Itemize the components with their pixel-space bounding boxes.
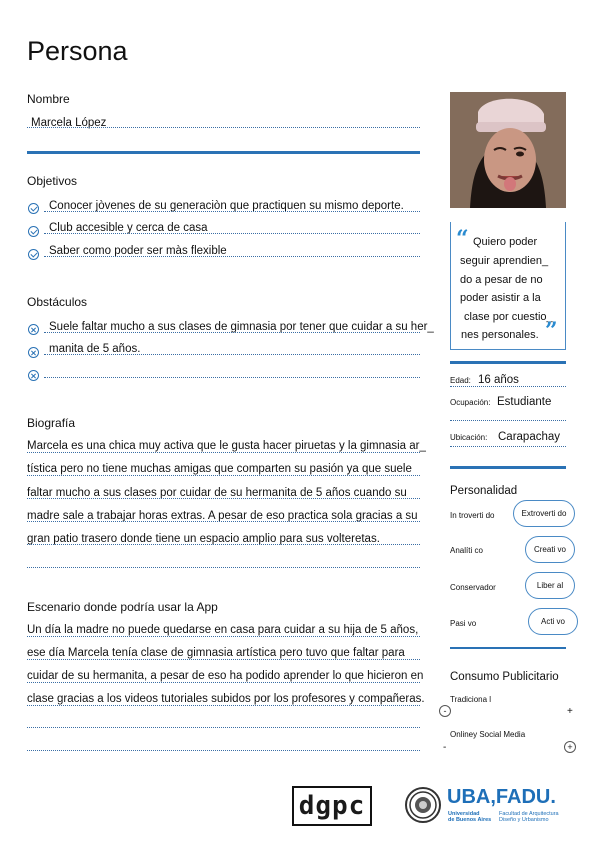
check-icon (28, 226, 39, 237)
uba-seal-icon (405, 787, 441, 823)
ubicacion-value: Carapachay (498, 431, 561, 443)
personalidad-left: In troverti do (450, 511, 495, 520)
dgpc-logo (292, 786, 372, 826)
quote-line: clase por cuestio_ (464, 311, 553, 323)
nombre-label: Nombre (27, 92, 70, 106)
x-icon (28, 370, 39, 381)
biografia-line: Marcela es una chica muy activa que le gusta hacer piruetas y la gimnasia ar_ (27, 440, 426, 452)
persona-photo (450, 92, 566, 208)
dgpc-text: dgpc (298, 791, 366, 821)
online-label: Onliney Social Media (450, 730, 526, 739)
biografia-line: madre sale a trabajar horas extras. A pesar de eso practica sola gracias a su (27, 510, 418, 522)
escenario-label: Escenario donde podría usar la App (27, 600, 218, 614)
minus-button[interactable]: - (439, 705, 451, 717)
fadu-sub (499, 811, 559, 823)
objetivo-item: Club accesible y cerca de casa (49, 222, 208, 234)
quote-line: nes personales. (461, 329, 539, 341)
obstaculo-line: Suele faltar mucho a sus clases de gimnasia por tener que cuidar a su her_ (49, 321, 434, 333)
quote-close-icon: ” (545, 318, 558, 344)
quote-line: poder asistir a la (460, 292, 541, 304)
plus-label: + (567, 706, 573, 717)
quote-box (450, 222, 566, 350)
escenario-line: clase gracias a los videos tutoriales subidos por los profesores y compañeras. (27, 693, 425, 705)
biografia-label: Biografía (27, 416, 76, 430)
ubicacion-label: Ubicación: (450, 433, 488, 442)
escenario-line: ese día Marcela tenía clase de gimnasia artística pero tuvo que faltar para (27, 647, 405, 659)
edad-value: 16 años (478, 374, 519, 386)
quote-line: seguir aprendien_ (460, 255, 549, 267)
objetivos-label: Objetivos (27, 174, 78, 188)
obstaculo-line: manita de 5 años. (49, 343, 141, 355)
obstaculos-label: Obstáculos (27, 295, 88, 309)
fadu-sub-line: Facultad de Arquitectura (499, 811, 559, 817)
x-icon (28, 347, 39, 358)
quote-open-icon: “ (456, 226, 469, 252)
quote-line: Quiero poder (473, 236, 538, 248)
biografia-line: gran patio trasero donde tiene un espacio amplio para sus volteretas. (27, 533, 380, 545)
personalidad-left: Analíti co (450, 546, 483, 555)
consumo-label: Consumo Publicitario (450, 671, 559, 683)
personalidad-option[interactable]: Creati vo (525, 536, 575, 563)
tradicional-label: Tradiciona l (450, 695, 492, 704)
biografia-line: faltar mucho a sus clases por cuidar de su hermanita de 5 años cuando su (27, 487, 407, 499)
page-title: Persona (27, 36, 128, 66)
personalidad-option[interactable]: Acti vo (528, 608, 578, 635)
escenario-line: Un día la madre no puede quedarse en casa para cuidar a su hija de 5 años, (27, 624, 419, 636)
escenario-line: cuidar de su hermanita, a pesar de eso ha podido aprender lo que hicieron en (27, 670, 424, 682)
uba-sub-line: de Buenos Aires (448, 817, 492, 823)
x-icon (28, 324, 39, 335)
biografia-line: tística pero no tiene muchas amigas que comparten su pasión ya que suele (27, 463, 412, 475)
edad-label: Edad: (450, 376, 471, 385)
uba-fadu-logo: UBA,FADU. (447, 786, 556, 808)
quote-line: do a pesar de no (460, 274, 543, 286)
minus-label: - (443, 742, 447, 753)
ocupacion-value: Estudiante (497, 396, 552, 408)
nombre-value: Marcela López (31, 117, 107, 129)
objetivo-item: Conocer jòvenes de su generaciòn que practiquen su mismo deporte. (49, 200, 404, 212)
uba-sub (448, 811, 491, 823)
personalidad-option[interactable]: Liber al (525, 572, 575, 599)
ocupacion-label: Ocupación: (450, 398, 491, 407)
plus-button[interactable]: + (564, 741, 576, 753)
check-icon (28, 203, 39, 214)
objetivo-item: Saber como poder ser màs flexible (49, 245, 227, 257)
personalidad-label: Personalidad (450, 485, 518, 497)
personalidad-left: Pasi vo (450, 619, 477, 628)
uba-sub-line: Universidad (448, 811, 480, 817)
fadu-sub-line: Diseño y Urbanismo (499, 817, 549, 823)
personalidad-left: Conservador (450, 583, 496, 592)
check-icon (28, 249, 39, 260)
personalidad-option[interactable]: Extroverti do (513, 500, 575, 527)
